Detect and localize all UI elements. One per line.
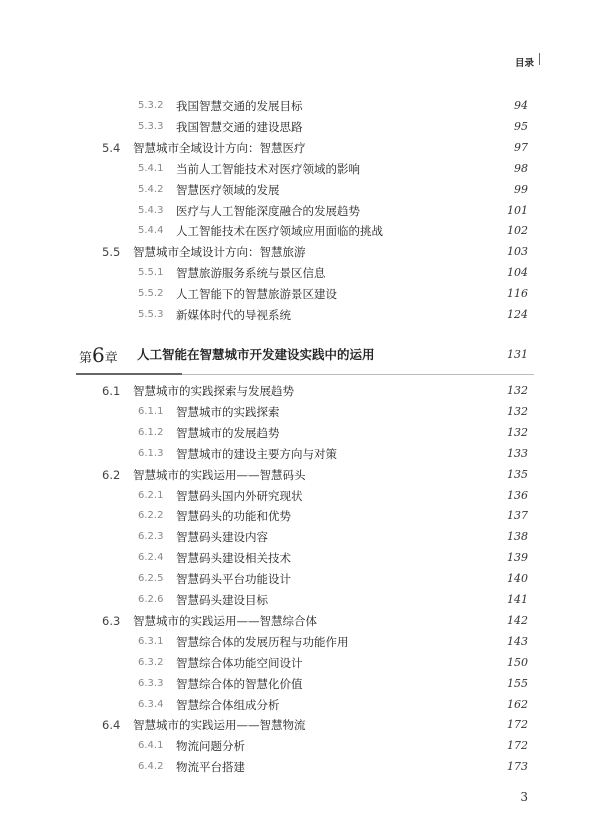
toc-entry-number: 6.2.2 bbox=[138, 510, 164, 522]
toc-entry-page: 150 bbox=[507, 655, 528, 669]
toc-entry-title: 智慧城市的建设主要方向与对策 bbox=[176, 446, 337, 461]
toc-entry-title: 智慧城市全域设计方向：智慧医疗 bbox=[133, 140, 306, 155]
toc-subsection-entry[interactable] bbox=[0, 590, 600, 610]
toc-entry-number: 6.2.4 bbox=[138, 552, 164, 564]
toc-entry-number: 5.4.1 bbox=[138, 162, 164, 174]
toc-entry-title: 人工智能下的智慧旅游景区建设 bbox=[176, 287, 337, 302]
toc-entry-page: 139 bbox=[507, 551, 528, 565]
chapter-number: 第6章 bbox=[79, 343, 118, 367]
toc-entry-number: 5.3.3 bbox=[138, 120, 164, 132]
toc-entry-title: 智慧码头建设内容 bbox=[176, 530, 268, 545]
toc-subsection-entry[interactable] bbox=[0, 284, 600, 304]
toc-subsection-entry[interactable] bbox=[0, 653, 600, 673]
toc-entry-title: 智慧综合体功能空间设计 bbox=[176, 655, 303, 670]
toc-entry-number: 5.4.3 bbox=[138, 204, 164, 216]
toc-entry-number: 5.4.4 bbox=[138, 225, 164, 237]
toc-entry-title: 智慧码头建设目标 bbox=[176, 593, 268, 607]
toc-entry-page: 140 bbox=[507, 572, 528, 586]
chapter-rule-dark bbox=[76, 373, 182, 375]
toc-subsection-entry[interactable] bbox=[0, 201, 600, 221]
toc-subsection-entry[interactable] bbox=[0, 695, 600, 715]
toc-entry-title: 智慧码头国内外研究现状 bbox=[176, 488, 303, 503]
toc-entry-page: 141 bbox=[507, 593, 528, 606]
toc-entry-title: 智慧码头平台功能设计 bbox=[176, 572, 291, 587]
toc-entry-page: 98 bbox=[514, 161, 528, 175]
toc-entry-page: 138 bbox=[507, 530, 528, 544]
toc-entry-title: 我国智慧交通的建设思路 bbox=[176, 119, 303, 134]
toc-entry-page: 172 bbox=[507, 739, 528, 753]
toc-entry-title: 医疗与人工智能深度融合的发展趋势 bbox=[176, 203, 360, 218]
toc-entry-title: 智慧旅游服务系统与景区信息 bbox=[176, 266, 326, 281]
toc-entry-page: 173 bbox=[507, 760, 528, 774]
toc-entry-title: 智慧城市的实践探索 bbox=[176, 404, 280, 419]
toc-entry-title: 智慧城市的发展趋势 bbox=[176, 425, 280, 440]
toc-entry-page: 135 bbox=[507, 467, 528, 481]
toc-entry-page: 137 bbox=[507, 509, 528, 523]
chapter-title: 人工智能在智慧城市开发建设实践中的运用 bbox=[137, 347, 375, 362]
toc-entry-number: 6.1.2 bbox=[138, 426, 164, 438]
toc-entry-page: 124 bbox=[507, 308, 528, 321]
page-number: 3 bbox=[520, 790, 528, 804]
toc-entry-number: 6.3 bbox=[102, 613, 121, 628]
toc-subsection-entry[interactable] bbox=[0, 486, 600, 506]
toc-entry-page: 99 bbox=[514, 182, 528, 196]
chapter-page: 131 bbox=[507, 348, 528, 361]
toc-entry-page: 155 bbox=[507, 676, 528, 690]
toc-entry-page: 103 bbox=[507, 245, 528, 259]
toc-entry-title: 物流问题分析 bbox=[176, 739, 245, 754]
toc-subsection-entry[interactable] bbox=[0, 674, 600, 694]
toc-section-entry[interactable] bbox=[0, 611, 600, 631]
toc-entry-number: 5.5.2 bbox=[138, 288, 164, 300]
toc-entry-number: 5.5 bbox=[102, 245, 121, 260]
toc-entry-number: 5.4.2 bbox=[138, 183, 164, 195]
toc-entry-title: 智慧综合体的智慧化价值 bbox=[176, 676, 303, 691]
toc-subsection-entry[interactable] bbox=[0, 180, 600, 200]
toc-entry-title: 智慧码头的功能和优势 bbox=[176, 509, 291, 524]
toc-entry-number: 5.4 bbox=[102, 140, 121, 155]
toc-subsection-entry[interactable] bbox=[0, 506, 600, 526]
toc-subsection-entry[interactable] bbox=[0, 736, 600, 756]
toc-subsection-entry[interactable] bbox=[0, 757, 600, 777]
toc-entry-number: 6.4 bbox=[102, 718, 121, 733]
toc-entry-title: 智慧城市的实践运用——智慧综合体 bbox=[133, 613, 317, 628]
header-divider bbox=[539, 53, 540, 65]
toc-entry-title: 智慧医疗领域的发展 bbox=[176, 182, 280, 197]
toc-subsection-entry[interactable] bbox=[0, 423, 600, 443]
toc-subsection-entry[interactable] bbox=[0, 96, 600, 116]
toc-entry-title: 人工智能技术在医疗领域应用面临的挑战 bbox=[176, 224, 383, 239]
toc-entry-number: 6.1.3 bbox=[138, 447, 164, 459]
toc-entry-number: 6.3.1 bbox=[138, 635, 164, 647]
toc-entry-number: 6.3.4 bbox=[138, 698, 164, 710]
toc-subsection-entry[interactable] bbox=[0, 159, 600, 179]
toc-entry-page: 142 bbox=[507, 613, 528, 627]
toc-entry-page: 116 bbox=[507, 287, 528, 301]
chapter-rule-light bbox=[182, 374, 534, 375]
toc-entry-page: 97 bbox=[514, 140, 528, 154]
toc-entry-number: 6.2.5 bbox=[138, 573, 164, 585]
toc-entry-page: 133 bbox=[507, 446, 528, 460]
toc-entry-number: 6.1.1 bbox=[138, 405, 164, 417]
chapter-heading[interactable] bbox=[0, 342, 600, 368]
toc-entry-title: 智慧综合体组成分析 bbox=[176, 697, 280, 712]
toc-entry-number: 5.5.1 bbox=[138, 267, 164, 279]
toc-subsection-entry[interactable] bbox=[0, 117, 600, 137]
toc-subsection-entry[interactable] bbox=[0, 569, 600, 589]
toc-entry-page: 132 bbox=[507, 425, 528, 439]
toc-subsection-entry[interactable] bbox=[0, 444, 600, 464]
toc-entry-page: 132 bbox=[507, 384, 528, 397]
toc-entry-title: 智慧城市的实践探索与发展趋势 bbox=[133, 384, 294, 398]
toc-entry-number: 6.2 bbox=[102, 467, 121, 482]
toc-entry-title: 新媒体时代的导视系统 bbox=[176, 308, 291, 322]
toc-entry-title: 当前人工智能技术对医疗领域的影响 bbox=[176, 161, 360, 176]
toc-entry-title: 智慧城市全域设计方向：智慧旅游 bbox=[133, 245, 306, 260]
toc-section-entry[interactable] bbox=[0, 465, 600, 485]
toc-subsection-entry[interactable] bbox=[0, 402, 600, 422]
toc-section-entry[interactable] bbox=[0, 381, 600, 401]
toc-entry-page: 95 bbox=[514, 119, 528, 133]
toc-entry-title: 物流平台搭建 bbox=[176, 760, 245, 775]
toc-entry-number: 6.2.1 bbox=[138, 489, 164, 501]
toc-entry-page: 136 bbox=[507, 488, 528, 502]
toc-subsection-entry[interactable] bbox=[0, 548, 600, 568]
toc-section-entry[interactable] bbox=[0, 715, 600, 735]
toc-entry-title: 智慧城市的实践运用——智慧物流 bbox=[133, 718, 306, 733]
toc-entry-page: 101 bbox=[507, 203, 528, 217]
toc-entry-page: 94 bbox=[514, 99, 528, 112]
toc-entry-number: 6.1 bbox=[102, 384, 121, 398]
toc-section-entry[interactable] bbox=[0, 138, 600, 158]
toc-subsection-entry[interactable] bbox=[0, 221, 600, 241]
toc-entry-page: 132 bbox=[507, 404, 528, 418]
toc-entry-number: 6.4.2 bbox=[138, 761, 164, 773]
toc-subsection-entry[interactable] bbox=[0, 632, 600, 652]
toc-subsection-entry[interactable] bbox=[0, 305, 600, 325]
toc-subsection-entry[interactable] bbox=[0, 263, 600, 283]
toc-entry-page: 172 bbox=[507, 718, 528, 732]
toc-entry-title: 智慧码头建设相关技术 bbox=[176, 551, 291, 566]
toc-entry-number: 6.2.6 bbox=[138, 594, 164, 605]
header-label: 目录 bbox=[514, 58, 534, 69]
toc-entry-title: 我国智慧交通的发展目标 bbox=[176, 99, 303, 113]
toc-entry-page: 143 bbox=[507, 634, 528, 648]
toc-entry-number: 6.4.1 bbox=[138, 740, 164, 752]
toc-entry-number: 5.3.2 bbox=[138, 100, 164, 111]
toc-entry-number: 6.2.3 bbox=[138, 531, 164, 543]
toc-entry-page: 102 bbox=[507, 224, 528, 238]
toc-entry-number: 6.3.3 bbox=[138, 677, 164, 689]
toc-entry-number: 6.3.2 bbox=[138, 656, 164, 668]
toc-entry-page: 104 bbox=[507, 266, 528, 280]
toc-entry-page: 162 bbox=[507, 697, 528, 711]
toc-entry-number: 5.5.3 bbox=[138, 309, 164, 320]
toc-entry-title: 智慧城市的实践运用——智慧码头 bbox=[133, 467, 306, 482]
toc-section-entry[interactable] bbox=[0, 242, 600, 262]
toc-entry-title: 智慧综合体的发展历程与功能作用 bbox=[176, 634, 349, 649]
toc-subsection-entry[interactable] bbox=[0, 527, 600, 547]
